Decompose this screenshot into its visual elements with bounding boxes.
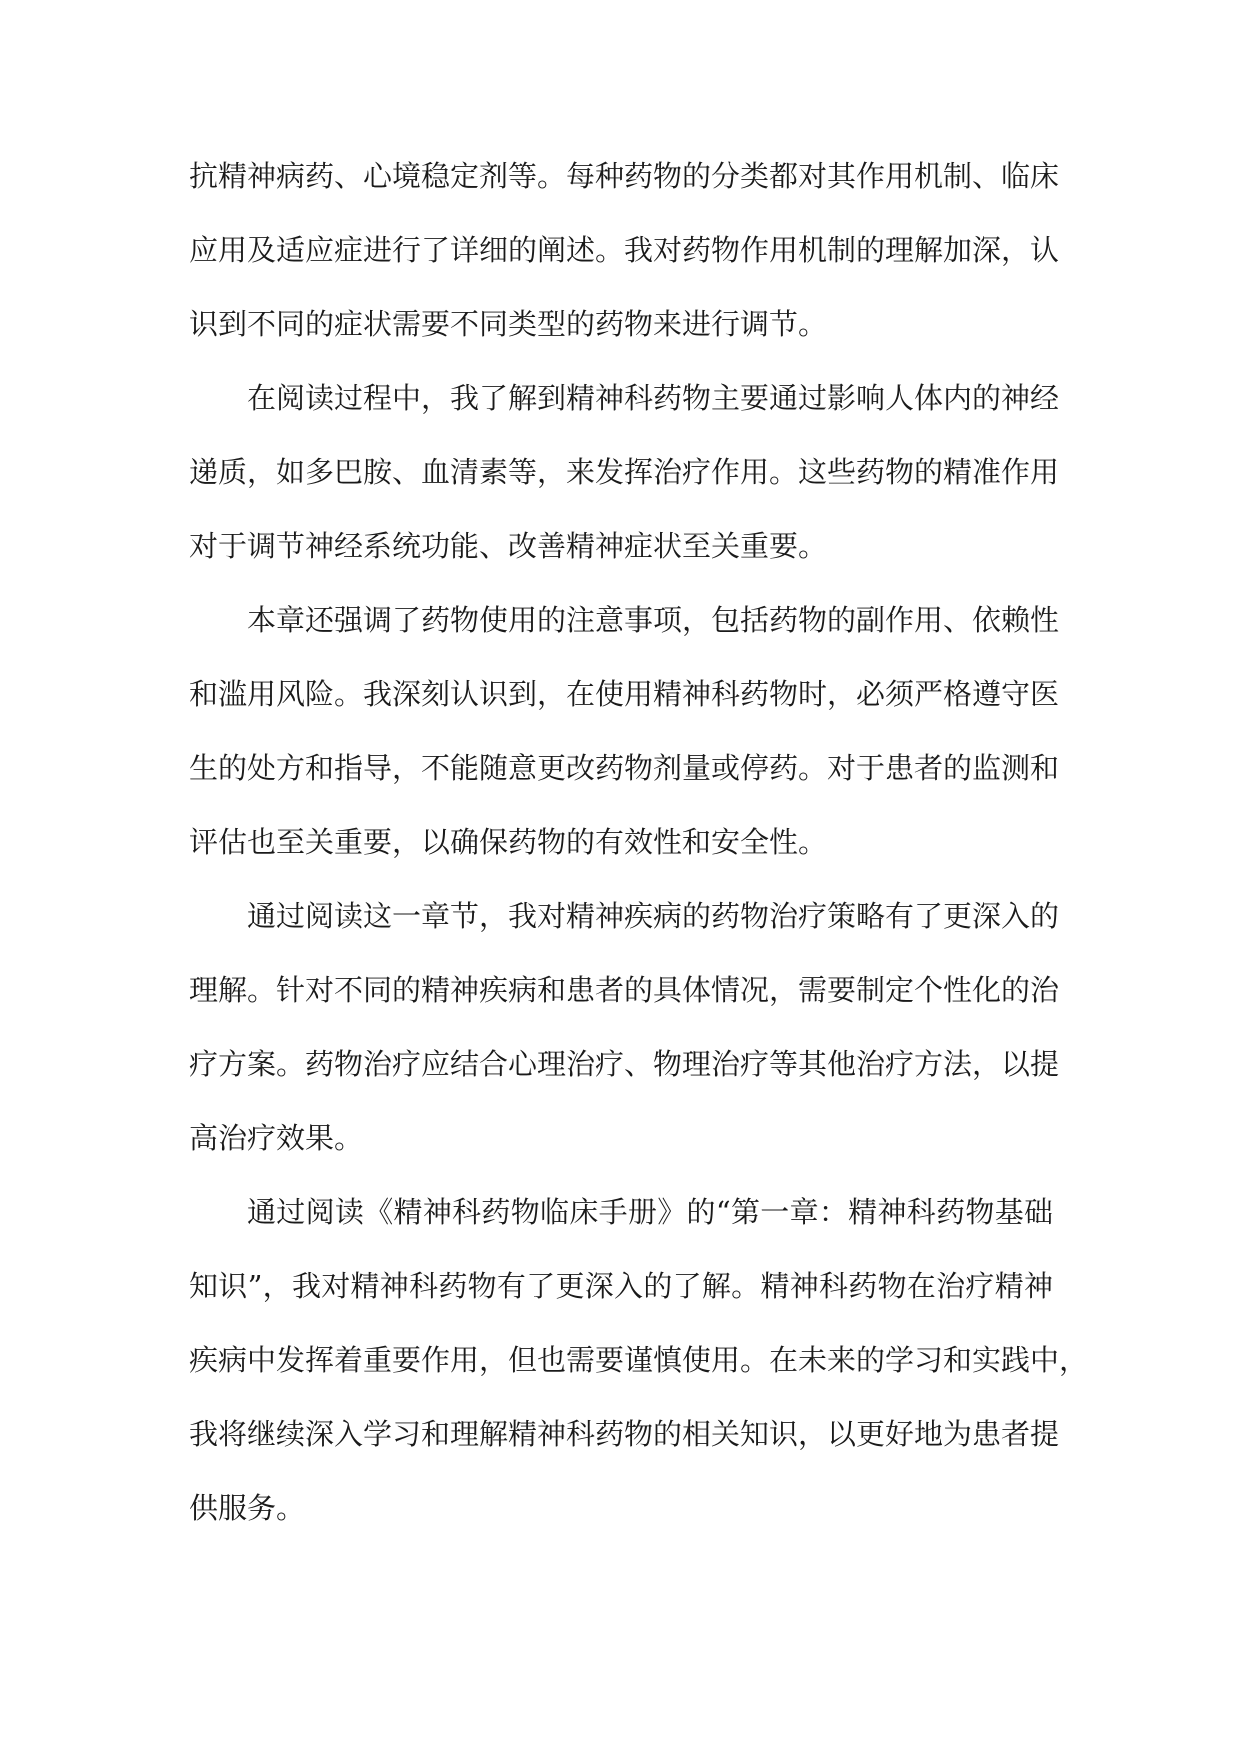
text-line: 抗精神病药、心境稳定剂等。每种药物的分类都对其作用机制、临床 [189, 159, 1060, 193]
paragraph-continued [189, 139, 1060, 361]
paragraph-neurotransmitters [189, 361, 1060, 583]
text-line: 疾病中发挥着重要作用，但也需要谨慎使用。在未来的学习和实践中， [189, 1343, 1089, 1377]
text-line: 对于调节神经系统功能、改善精神症状至关重要。 [189, 529, 828, 563]
text-line: 疗方案。药物治疗应结合心理治疗、物理治疗等其他治疗方法，以提 [189, 1047, 1060, 1081]
text-line: 知识”，我对精神科药物有了更深入的了解。精神科药物在治疗精神 [189, 1269, 1053, 1303]
text-line: 应用及适应症进行了详细的阐述。我对药物作用机制的理解加深，认 [189, 233, 1060, 267]
text-line: 在阅读过程中，我了解到精神科药物主要通过影响人体内的神经 [247, 381, 1060, 415]
paragraph-precautions [189, 583, 1060, 879]
text-line: 识到不同的症状需要不同类型的药物来进行调节。 [189, 307, 828, 341]
text-line: 理解。针对不同的精神疾病和患者的具体情况，需要制定个性化的治 [189, 973, 1060, 1007]
text-line: 生的处方和指导，不能随意更改药物剂量或停药。对于患者的监测和 [189, 751, 1060, 785]
paragraph-conclusion [189, 1175, 1089, 1545]
text-line: 评估也至关重要，以确保药物的有效性和安全性。 [189, 825, 828, 859]
body-text [189, 139, 1089, 1545]
text-line: 通过阅读《精神科药物临床手册》的“第一章：精神科药物基础 [247, 1195, 1053, 1229]
text-line: 供服务。 [189, 1491, 306, 1525]
text-line: 通过阅读这一章节，我对精神疾病的药物治疗策略有了更深入的 [247, 899, 1060, 933]
text-line: 和滥用风险。我深刻认识到，在使用精神科药物时，必须严格遵守医 [189, 677, 1060, 711]
text-line: 递质，如多巴胺、血清素等，来发挥治疗作用。这些药物的精准作用 [189, 455, 1060, 489]
text-line: 我将继续深入学习和理解精神科药物的相关知识，以更好地为患者提 [189, 1417, 1060, 1451]
text-line: 高治疗效果。 [189, 1121, 364, 1155]
paragraph-treatment-strategy [189, 879, 1060, 1175]
text-line: 本章还强调了药物使用的注意事项，包括药物的副作用、依赖性 [247, 603, 1060, 637]
